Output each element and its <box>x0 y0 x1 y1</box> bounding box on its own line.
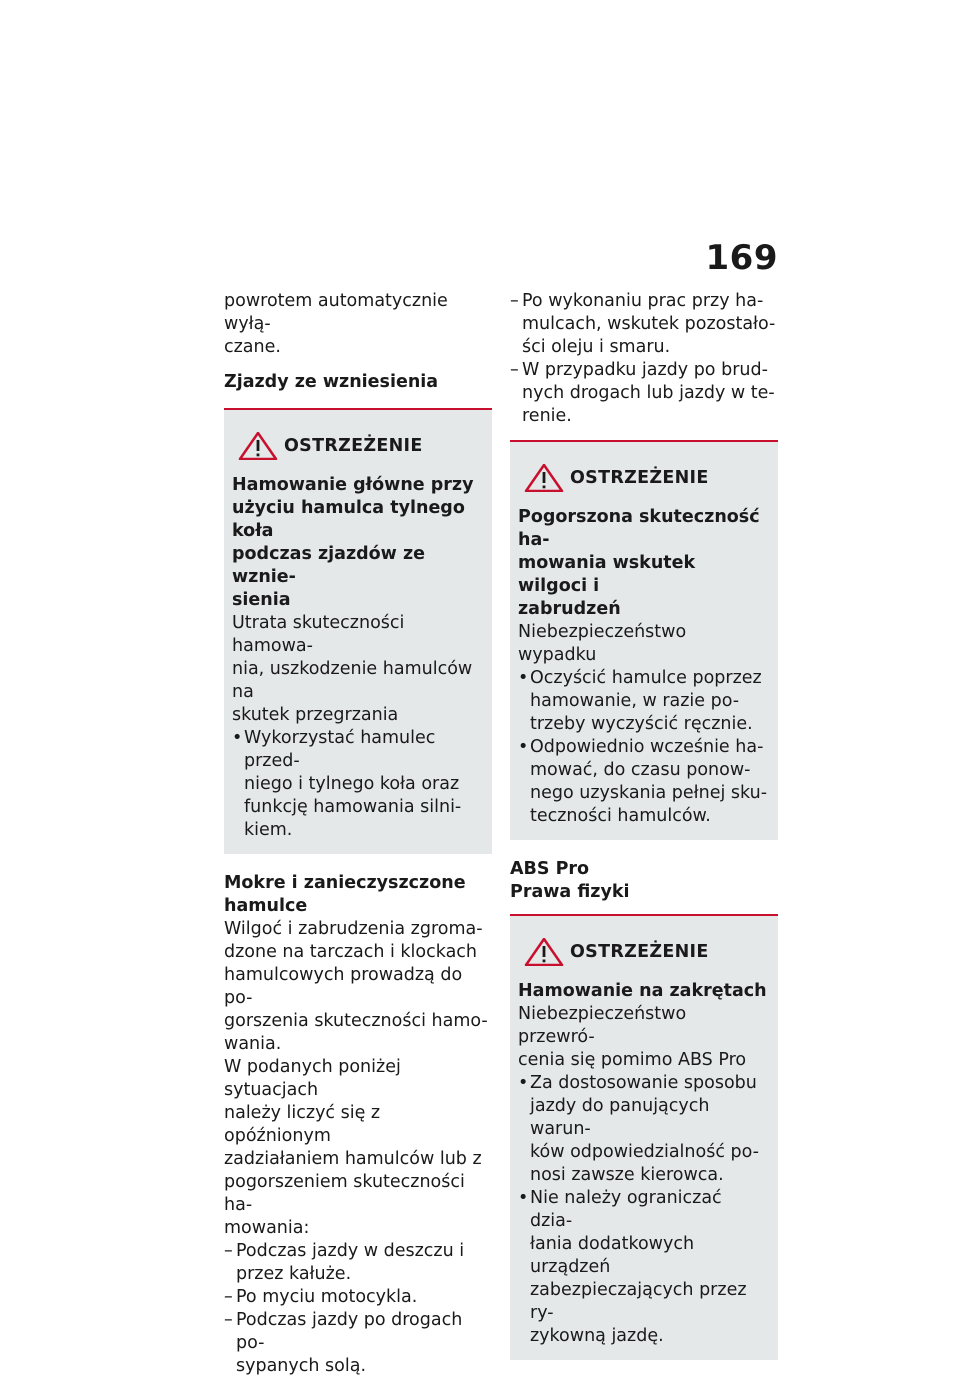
right-column <box>510 290 778 1360</box>
section-title-descents: Zjazdy ze wzniesienia <box>224 372 439 392</box>
page-number: 169 <box>705 238 778 278</box>
left-column <box>224 290 492 1378</box>
list-item: • Za dostosowanie sposobu jazdy do panujących warun- ków odpowiedzialność po- nosi zawsze kierowca. <box>518 1072 768 1187</box>
dash-list <box>224 1240 492 1378</box>
warning-instructions <box>232 727 482 842</box>
list-item: – Podczas jazdy po drogach po- sypanych solą. <box>224 1309 492 1378</box>
warning-box-cornering <box>510 914 778 1360</box>
warning-title: Pogorszona skuteczność ha- mowania wskutek wilgoci i zabrudzeń <box>518 507 760 619</box>
list-item: – Po wykonaniu prac przy ha- mulcach, wskutek pozostało- ści oleju i smaru. <box>510 290 778 359</box>
section-title-abs-pro: ABS Pro Prawa fizyki <box>510 859 630 902</box>
paragraph: Wilgoć i zabrudzenia zgroma- dzone na tarczach i klockach hamulcowych prowadzą do po- gorszenia skuteczności hamo- wania. <box>224 919 488 1054</box>
list-item: • Oczyścić hamulce poprzez hamowanie, w razie po- trzeby wyczyścić ręcznie. <box>518 667 768 736</box>
warning-label: OSTRZEŻENIE <box>284 436 423 456</box>
warning-instructions <box>518 667 768 828</box>
intro-text: powrotem automatycznie wyłą- czane. <box>224 291 448 357</box>
list-item: • Nie należy ograniczać dzia- łania dodatkowych urządzeń zabezpieczających przez ry- zykowną jazdę. <box>518 1187 768 1348</box>
warning-title: Hamowanie na zakrętach <box>518 981 767 1001</box>
warning-box-wet-brakes <box>510 440 778 840</box>
warning-label: OSTRZEŻENIE <box>570 468 709 488</box>
warning-box-descents <box>224 408 492 854</box>
warning-description: Niebezpieczeństwo przewró- cenia się pomimo ABS Pro <box>518 1004 747 1070</box>
warning-label: OSTRZEŻENIE <box>570 942 709 962</box>
warning-triangle-icon <box>524 464 564 492</box>
warning-title: Hamowanie główne przy użyciu hamulca tylnego koła podczas zjazdów ze wznie- sienia <box>232 475 474 610</box>
list-item: – Po myciu motocykla. <box>224 1286 492 1309</box>
paragraph: W podanych poniżej sytuacjach należy liczyć się z opóźnionym zadziałaniem hamulców lub z pogorszeniem skuteczności ha- mowania: <box>224 1057 482 1238</box>
warning-triangle-icon <box>524 938 564 966</box>
warning-description: Niebezpieczeństwo wypadku <box>518 622 687 665</box>
list-item: • Odpowiednio wcześnie ha- mować, do czasu ponow- nego uzyskania pełnej sku- teczności hamulców. <box>518 736 768 828</box>
list-item: • Wykorzystać hamulec przed- niego i tylnego koła oraz funkcję hamowania silni- kiem. <box>232 727 482 842</box>
warning-instructions <box>518 1072 768 1348</box>
warning-description: Utrata skuteczności hamowa- nia, uszkodzenie hamulców na skutek przegrzania <box>232 613 473 725</box>
warning-triangle-icon <box>238 432 278 460</box>
dash-list <box>510 290 778 428</box>
section-title-wet-brakes: Mokre i zanieczyszczone hamulce <box>224 873 466 916</box>
list-item: – Podczas jazdy w deszczu i przez kałuże. <box>224 1240 492 1286</box>
list-item: – W przypadku jazdy po brud- nych drogach lub jazdy w te- renie. <box>510 359 778 428</box>
